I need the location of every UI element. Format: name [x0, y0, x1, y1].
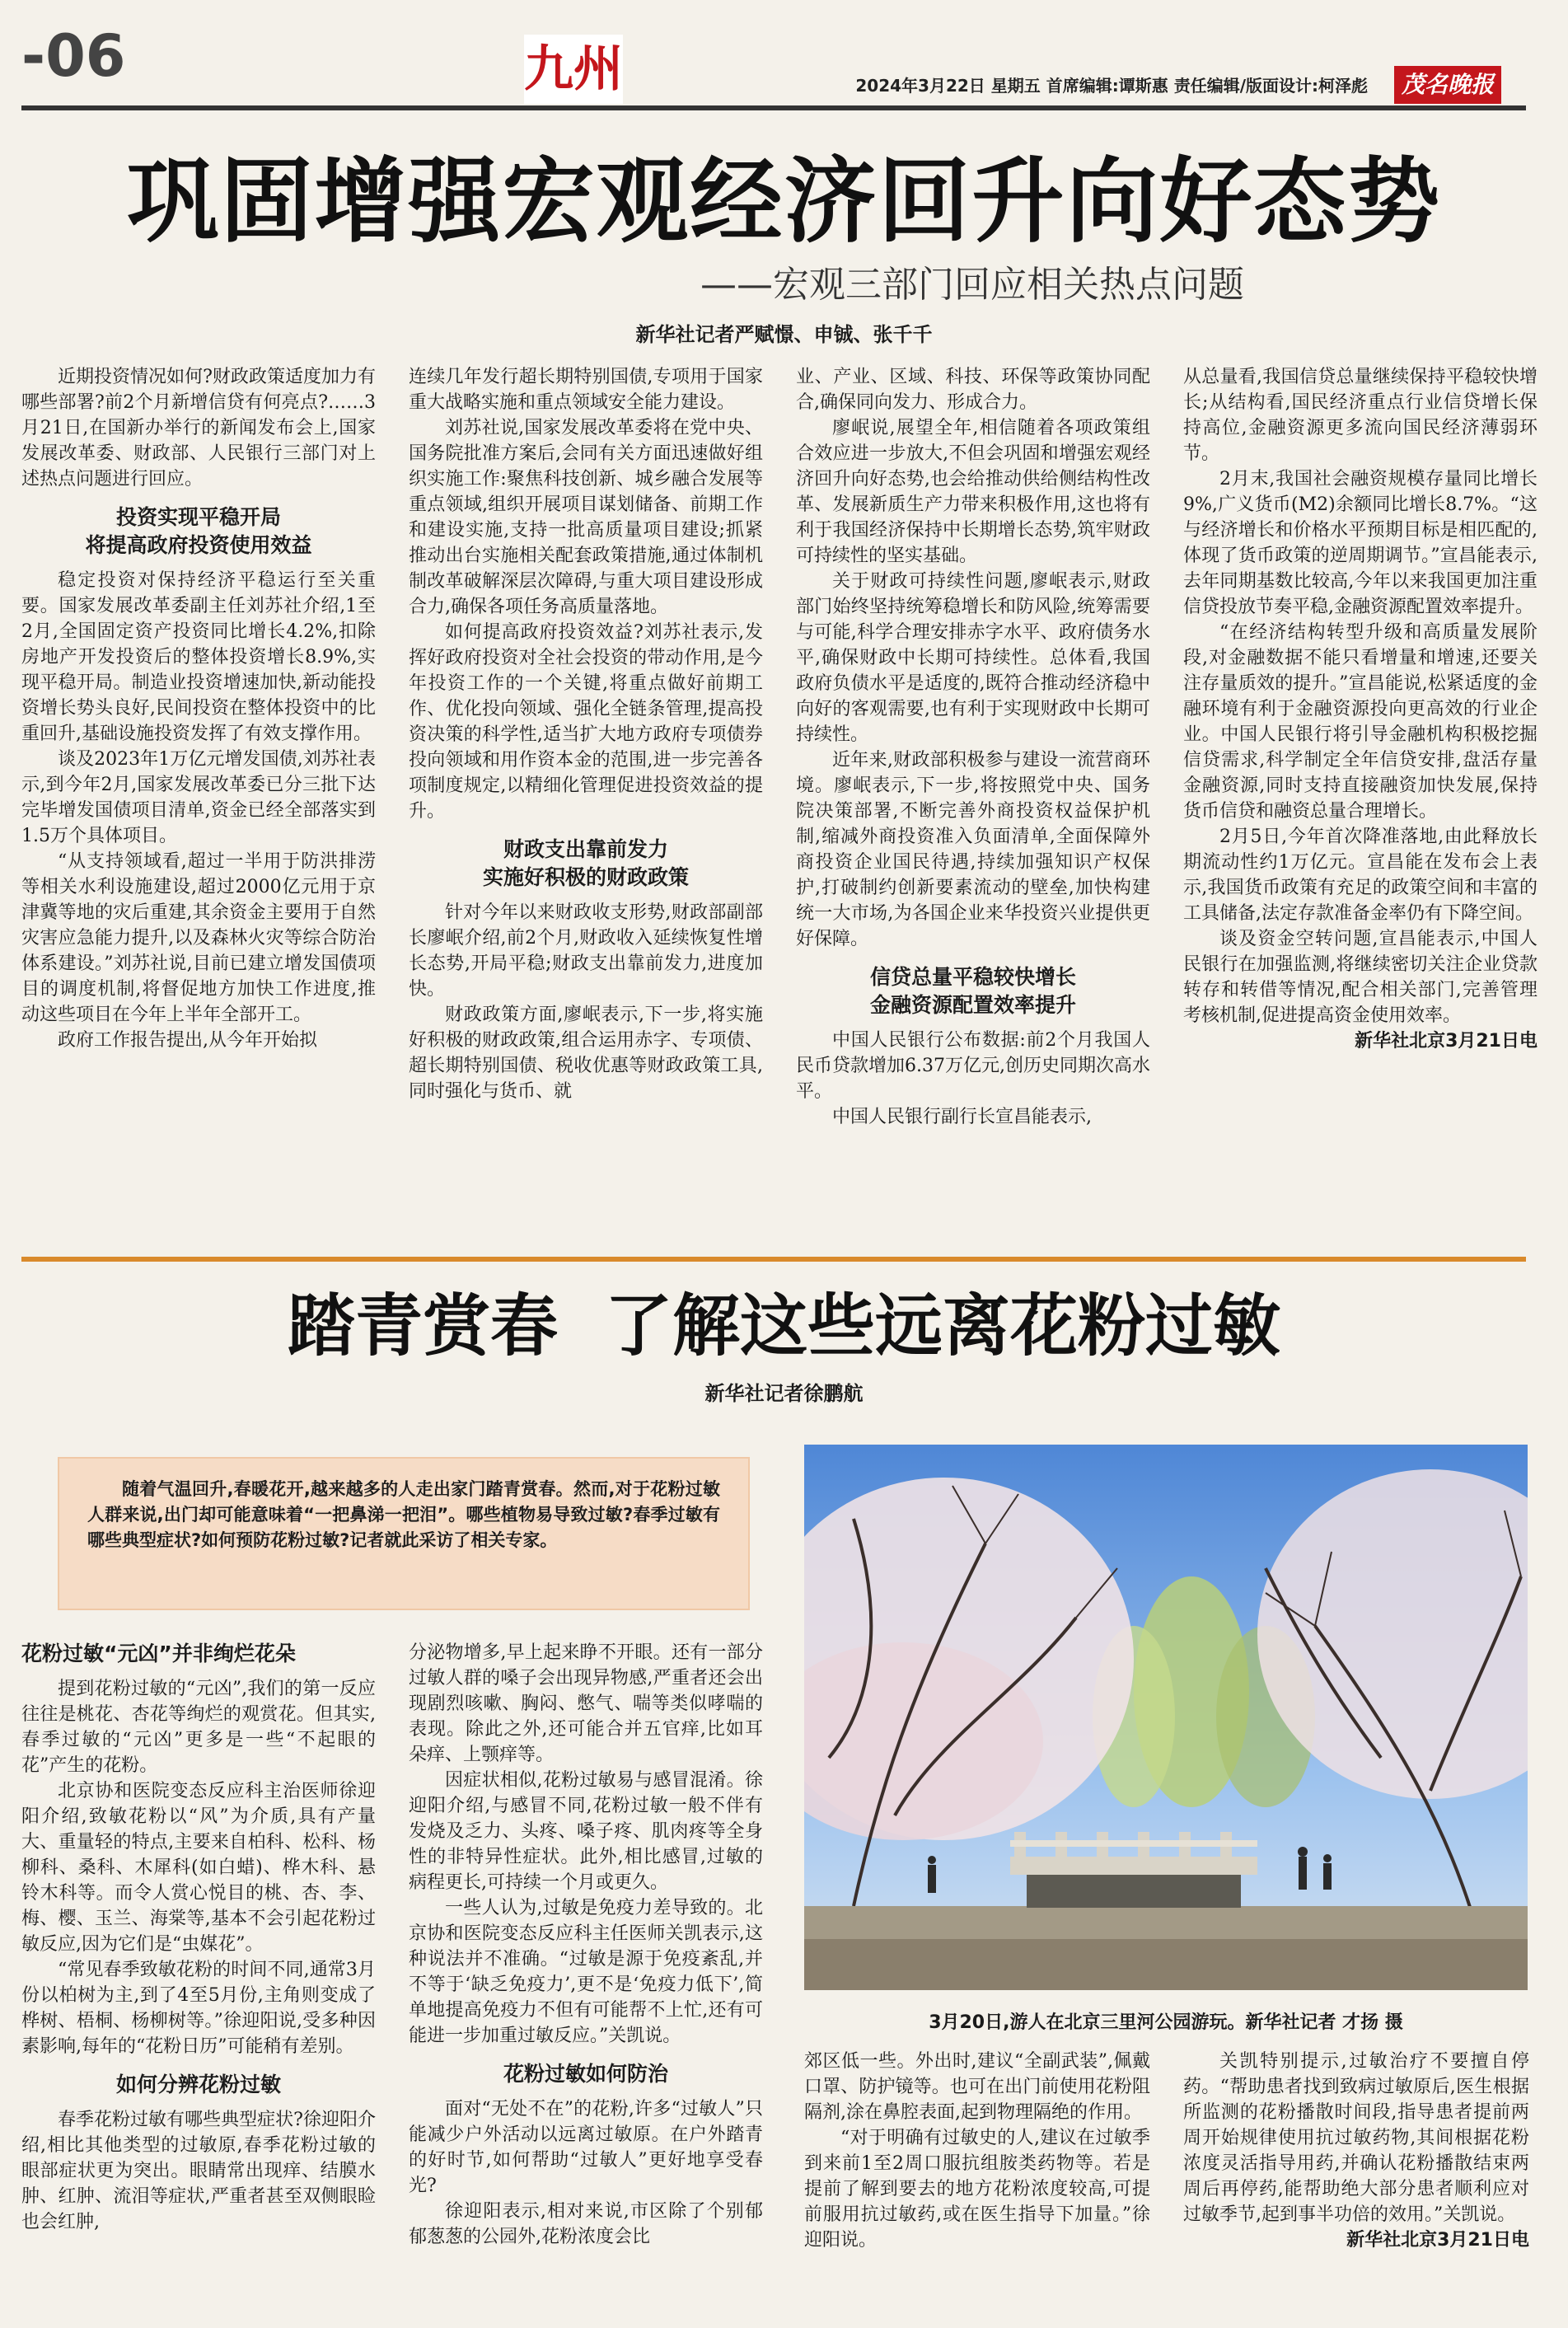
paragraph: 徐迎阳表示,相对来说,市区除了个别郁郁葱葱的公园外,花粉浓度会比 [409, 2201, 763, 2247]
article1-title: 巩固增强宏观经济回升向好态势 [126, 148, 1442, 255]
section-badge [524, 35, 623, 104]
subheading: 花粉过敏如何防治 [503, 2062, 668, 2086]
paragraph: 提到花粉过敏的“元凶”,我们的第一反应往往是桃花、杏花等绚烂的观赏花。但其实,春季过敏的“元凶”更多是一些“不起眼的花”产生的花粉。 [21, 1679, 376, 1776]
logo-text: 茂名晚报 [1401, 71, 1494, 98]
article1-column-1 [21, 364, 376, 1230]
subheading [409, 836, 763, 892]
photo-caption: 3月20日,游人在北京三里河公园游玩。新华社记者 才扬 摄 [929, 2012, 1403, 2033]
article2-column-3 [804, 2049, 1150, 2324]
paragraph: 如何提高政府投资效益?刘苏社表示,发挥好政府投资对全社会投资的带动作用,是今年投资工作的一个关键,将重点做好前期工作、优化投向领域、强化全链条管理,提高投资决策的科学性,适当扩大地方政府专项债券投向领域和用作资本金的范围,进一步完善各项制度规定,以精细化管理促进投资效益的提升。 [409, 622, 763, 822]
subheading [796, 963, 1150, 1019]
park-photo-image [804, 1445, 1528, 1990]
article2-column-4 [1183, 2049, 1529, 2324]
paragraph: 近期投资情况如何?财政政策适度加力有哪些部署?前2个月新增信贷有何亮点?……3月21日,在国新办举行的新闻发布会上,国家发展改革委、财政部、人民银行三部门对上述热点问题进行回应。 [21, 367, 376, 489]
paragraph: 谈及2023年1万亿元增发国债,刘苏社表示,到今年2月,国家发展改革委已分三批下达完毕增发国债项目清单,资金已经全部落实到1.5万个具体项目。 [21, 749, 376, 846]
paragraph: “对于明确有过敏史的人,建议在过敏季到来前1至2周口服抗组胺类药物等。若是提前了解到要去的地方花粉浓度较高,可提前服用抗过敏药,或在医生指导下加量。”徐迎阳说。 [804, 2128, 1150, 2251]
subheading-line: 实施好积极的财政政策 [482, 865, 689, 889]
paragraph: “常见春季致敏花粉的时间不同,通常3月份以柏树为主,到了4至5月份,主角则变成了桦树、梧桐、杨柳树等。”徐迎阳说,受多种因素影响,每年的“花粉日历”可能稍有差别。 [21, 1960, 376, 2057]
paragraph: 针对今年以来财政收支形势,财政部副部长廖岷介绍,前2个月,财政收入延续恢复性增长态势,开局平稳;财政支出靠前发力,进度加快。 [409, 902, 763, 1000]
paragraph: 关于财政可持续性问题,廖岷表示,财政部门始终坚持统筹稳增长和防风险,统筹需要与可能,科学合理安排赤字水平、政府债务水平,确保财政中长期可持续性。总体看,我国政府负债水平是适度的,既符合推动经济稳中向好的客观需要,也有利于实现财政中长期可持续性。 [796, 571, 1150, 745]
subheading-line: 财政支出靠前发力 [503, 837, 668, 861]
paragraph: 政府工作报告提出,从今年开始拟 [58, 1030, 317, 1051]
paragraph: 中国人民银行副行长宣昌能表示, [832, 1107, 1092, 1127]
paragraph: “从支持领域看,超过一半用于防洪排涝等相关水利设施建设,超过2000亿元用于京津冀等地的灾后重建,其余资金主要用于自然灾害应急能力提升,以及森林火灾等综合防治体系建设。”刘苏社说,目前已建立增发国债项目的调度机制,将督促地方加快工作进度,推动这些项目在今年上半年全部开工。 [21, 851, 376, 1025]
dateline: 新华社北京3月21日电 [1346, 2230, 1529, 2251]
paragraph: 中国人民银行公布数据:前2个月我国人民币贷款增加6.37万亿元,创历史同期次高水平。 [796, 1030, 1150, 1102]
paragraph: 北京协和医院变态反应科主治医师徐迎阳介绍,致敏花粉以“风”为介质,具有产量大、重量轻的特点,主要来自柏科、松科、杨柳科、桑科、木犀科(如白蜡)、桦木科、悬铃木科等。而令人赏心悦目的桃、杏、李、梅、樱、玉兰、海棠等,基本不会引起花粉过敏反应,因为它们是“虫媒花”。 [21, 1781, 376, 1955]
article1-byline: 新华社记者严赋憬、申铖、张千千 [635, 323, 933, 346]
paragraph: 连续几年发行超长期特别国债,专项用于国家重大战略实施和重点领域安全能力建设。 [409, 367, 763, 413]
paragraph: 谈及资金空转问题,宣昌能表示,中国人民银行在加强监测,将继续密切关注企业贷款转存和转借等情况,配合相关部门,完善管理考核机制,促进提高资金使用效率。 [1183, 929, 1538, 1026]
paragraph: 郊区低一些。外出时,建议“全副武装”,佩戴口罩、防护镜等。也可在出门前使用花粉阻隔剂,涂在鼻腔表面,起到物理隔绝的作用。 [804, 2051, 1150, 2123]
article2-byline: 新华社记者徐鹏航 [704, 1382, 864, 1405]
subheading [21, 504, 376, 560]
paragraph: “在经济结构转型升级和高质量发展阶段,对金融数据不能只看增量和增速,还要关注存量质效的提升。”宣昌能说,松紧适度的金融环境有利于金融资源投向更高效的行业企业。中国人民银行将引导金融机构积极挖掘信贷需求,科学制定全年信贷安排,盘活存量金融资源,同时支持直接融资加快发展,保持货币信贷和融资总量合理增长。 [1183, 622, 1538, 822]
article2-column-2 [409, 1640, 763, 2324]
dateline: 新华社北京3月21日电 [1355, 1031, 1538, 1052]
article2-title: 踏青赏春 了解这些远离花粉过敏 [287, 1287, 1281, 1365]
paragraph: 春季花粉过敏有哪些典型症状?徐迎阳介绍,相比其他类型的过敏原,春季花粉过敏的眼部症状更为突出。眼睛常出现痒、结膜水肿、红肿、流泪等症状,严重者甚至双侧眼睑也会红肿, [21, 2110, 376, 2232]
paragraph: 一些人认为,过敏是免疫力差导致的。北京协和医院变态反应科主任医师关凯表示,这种说法并不准确。“过敏是源于免疫紊乱,并不等于‘缺乏免疫力’,更不是‘免疫力低下’,简单地提高免疫力不但有可能帮不上忙,还有可能进一步加重过敏反应。”关凯说。 [409, 1898, 763, 2046]
article2-column-1 [21, 1640, 376, 2324]
paragraph: 从总量看,我国信贷总量继续保持平稳较快增长;从结构看,国民经济重点行业信贷增长保持高位,金融资源更多流向国民经济薄弱环节。 [1183, 367, 1538, 464]
subheading-line: 投资实现平稳开局 [115, 505, 281, 529]
header-meta: 2024年3月22日 星期五 首席编辑:谭斯惠 责任编辑/版面设计:柯泽彪 [855, 76, 1368, 96]
intro-text: 随着气温回升,春暖花开,越来越多的人走出家门踏青赏春。然而,对于花粉过敏人群来说,出门却可能意味着“一把鼻涕一把泪”。哪些植物易导致过敏?春季过敏有哪些典型症状?如何预防花粉过敏?记者就此采访了相关专家。 [87, 1479, 720, 1550]
paragraph: 近年来,财政部积极参与建设一流营商环境。廖岷表示,下一步,将按照党中央、国务院决策部署,不断完善外商投资权益保护机制,缩减外商投资准入负面清单,全面保障外商投资企业国民待遇,持续加强知识产权保护,打破制约创新要素流动的壁垒,加快构建统一大市场,为各国企业来华投资兴业提供更好保障。 [796, 750, 1150, 949]
subheading: 如何分辨花粉过敏 [115, 2073, 281, 2096]
page-number [21, 23, 145, 89]
subheading-line: 信贷总量平稳较快增长 [869, 965, 1076, 989]
article1-subtitle: ——宏观三部门回应相关热点问题 [700, 264, 1244, 306]
paragraph: 稳定投资对保持经济平稳运行至关重要。国家发展改革委副主任刘苏社介绍,1至2月,全国固定资产投资同比增长4.2%,扣除房地产开发投资后的整体投资增长8.9%,实现平稳开局。制造业投资增速加快,新动能投资增长势头良好,民间投资在整体投资中的比重回升,基础设施投资发挥了有效支撑作用。 [21, 570, 376, 744]
subheading: 花粉过敏“元凶”并非绚烂花朵 [21, 1642, 296, 1665]
subheading-line: 将提高政府投资使用效益 [85, 533, 312, 557]
paragraph: 廖岷说,展望全年,相信随着各项政策组合效应进一步放大,不但会巩固和增强宏观经济回升向好态势,也会给推动供给侧结构性改革、发展新质生产力带来积极作用,这也将有利于我国经济保持中长期增长态势,筑牢财政可持续性的坚实基础。 [796, 418, 1150, 566]
article-divider [21, 1257, 1526, 1262]
article1-column-4 [1183, 364, 1538, 1230]
subheading-line: 金融资源配置效率提升 [869, 993, 1076, 1017]
paragraph: 分泌物增多,早上起来睁不开眼。还有一部分过敏人群的嗓子会出现异物感,严重者还会出现剧烈咳嗽、胸闷、憋气、喘等类似哮喘的表现。除此之外,还可能合并五官痒,比如耳朵痒、上颚痒等。 [409, 1642, 763, 1765]
article1-column-3 [796, 364, 1150, 1230]
paragraph: 业、产业、区域、科技、环保等政策协同配合,确保同向发力、形成合力。 [796, 367, 1150, 413]
paragraph: 2月5日,今年首次降准落地,由此释放长期流动性约1万亿元。宣昌能在发布会上表示,我国货币政策有充足的政策空间和丰富的工具储备,法定存款准备金率仍有下降空间。 [1183, 827, 1538, 924]
page-number-text: 06 [45, 22, 126, 90]
paragraph: 财政政策方面,廖岷表示,下一步,将实施好积极的财政政策,组合运用赤字、专项债、超长期特别国债、税收优惠等财政政策工具,同时强化与货币、就 [409, 1005, 763, 1102]
newspaper-logo [1394, 66, 1501, 104]
paragraph: 因症状相似,花粉过敏易与感冒混淆。徐迎阳介绍,与感冒不同,花粉过敏一般不伴有发烧及乏力、头疼、嗓子疼、肌肉疼等全身性的非特异性症状。此外,相比感冒,过敏的病程更长,可持续一个月或更久。 [409, 1770, 763, 1893]
header-rule [21, 105, 1526, 110]
paragraph: 关凯特别提示,过敏治疗不要擅自停药。“帮助患者找到致病过敏原后,医生根据所监测的花粉播散时间段,指导患者提前两周开始规律使用抗过敏药物,其间根据花粉浓度灵活指导用药,并确认花粉播散结束两周后再停药,能帮助绝大部分患者顺利应对过敏季节,起到事半功倍的效用。”关凯说。 [1183, 2051, 1529, 2225]
article1-column-2 [409, 364, 763, 1230]
page-number-dash: - [21, 22, 46, 90]
section-title: 九州 [524, 40, 623, 98]
park-photo [804, 1445, 1528, 1990]
paragraph: 面对“无处不在”的花粉,许多“过敏人”只能减少户外活动以远离过敏原。在户外踏青的好时节,如何帮助“过敏人”更好地享受春光? [409, 2099, 763, 2196]
paragraph: 刘苏社说,国家发展改革委将在党中央、国务院批准方案后,会同有关方面迅速做好组织实施工作:聚焦科技创新、城乡融合发展等重点领域,组织开展项目谋划储备、前期工作和建设实施,支持一批高质量项目建设;抓紧推动出台实施相关配套政策措施,通过体制机制改革破解深层次障碍,与重大项目建设形成合力,确保各项任务高质量落地。 [409, 418, 763, 617]
intro-box [58, 1457, 750, 1610]
paragraph: 2月末,我国社会融资规模存量同比增长9%,广义货币(M2)余额同比增长8.7%。“这与经济增长和价格水平预期目标是相匹配的,体现了货币政策的逆周期调节。”宣昌能表示,去年同期基数比较高,今年以来我国更加注重信贷投放节奏平稳,金融资源配置效率提升。 [1183, 469, 1538, 617]
